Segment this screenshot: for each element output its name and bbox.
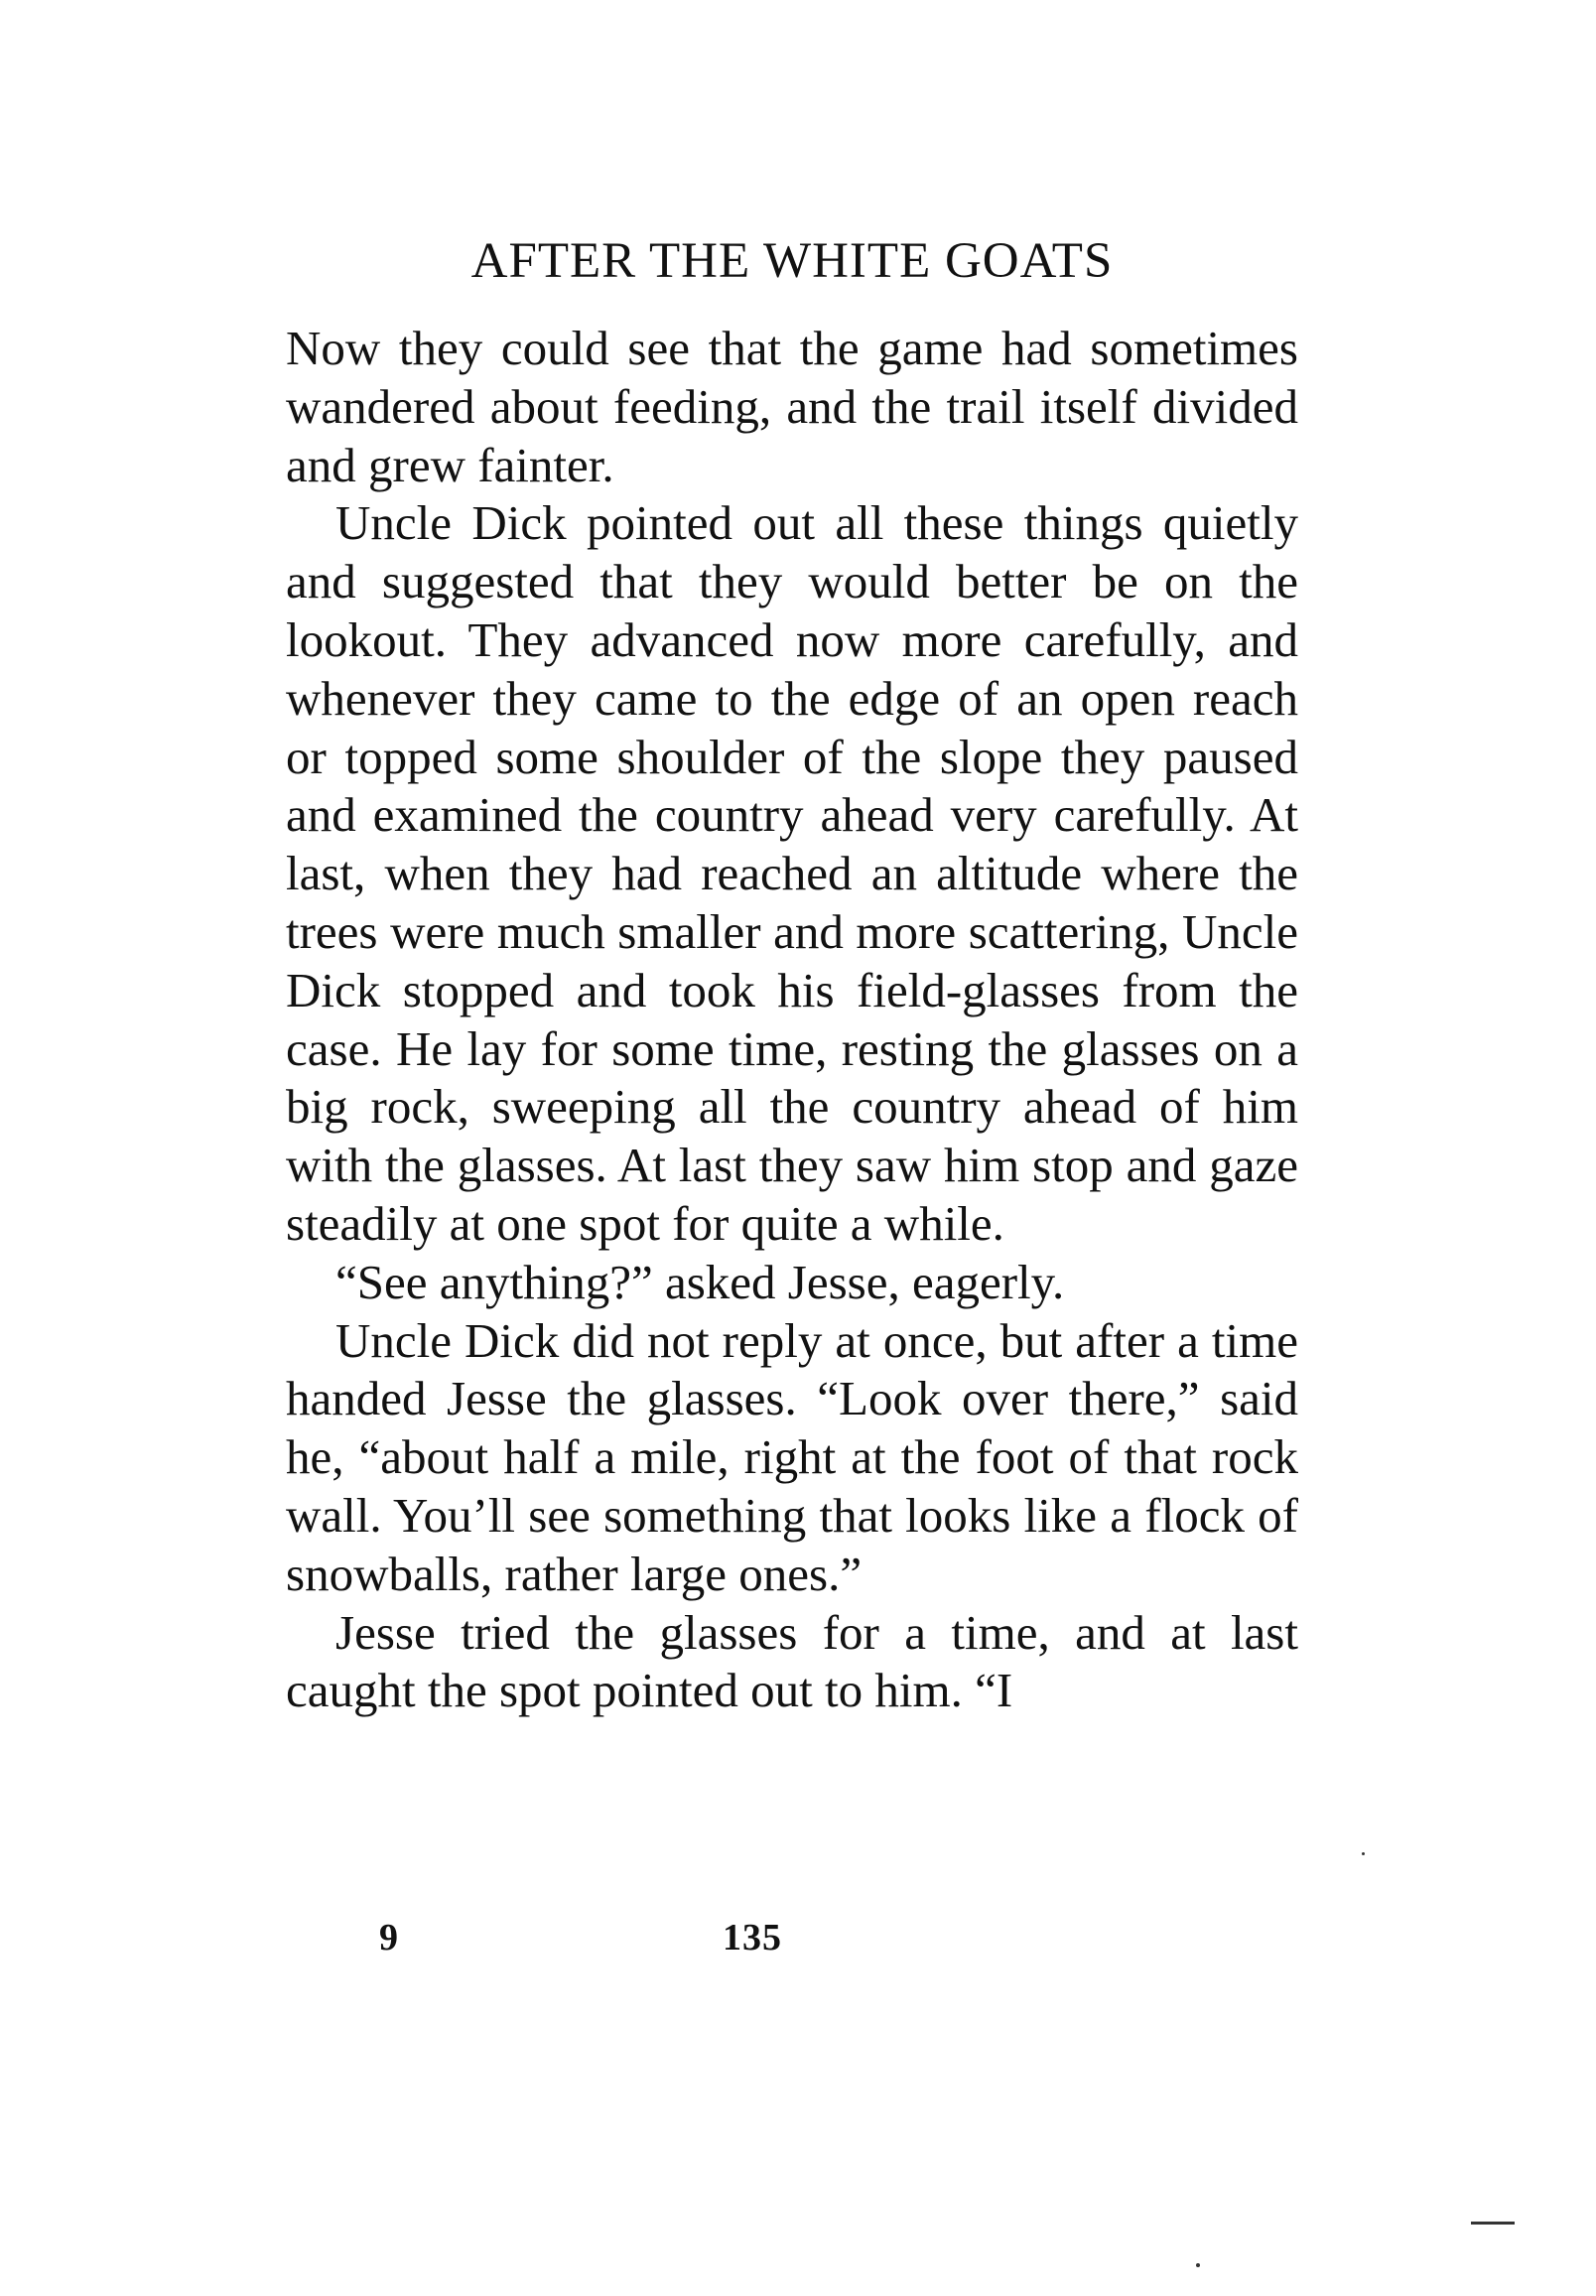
page-header: AFTER THE WHITE GOATS <box>470 233 1114 289</box>
page-number: 135 <box>723 1917 782 1958</box>
paragraph-4: Uncle Dick did not reply at once, but after a time handed Jesse the glasses. “Look over there,” said he, “about half a mile, right at the foot of that rock wall. You’ll see something that looks like a flock of snowballs, rather large ones.” <box>286 1312 1298 1601</box>
scan-artifact-dot <box>1196 2263 1200 2267</box>
signature-mark: 9 <box>379 1917 398 1958</box>
paragraph-3: “See anything?” asked Jesse, eagerly. <box>335 1254 1065 1309</box>
paragraph-5: Jesse tried the glasses for a time, and at last caught the spot pointed out to him. “I <box>286 1604 1298 1718</box>
body-text <box>286 320 1298 1720</box>
scan-artifact-dot <box>1362 1852 1365 1855</box>
paragraph-2: Uncle Dick pointed out all these things quietly and suggested that they would better be on the lookout. They advanced now more carefully, and whenever they came to the edge of an open reach or topped some shoulder of the slope they paused and examined the country ahead very carefully. At last, when they had reached an altitude where the trees were much smaller and more scattering, Uncle Dick stopped and took his field-glasses from the case. He lay for some time, resting the glasses on a big rock, sweeping all the country ahead of him with the glasses. At last they saw him stop and gaze steadily at one spot for quite a while. <box>286 495 1298 1251</box>
paragraph-1: Now they could see that the game had sometimes wandered about feeding, and the trail itself divided and grew fainter. <box>286 321 1298 492</box>
scan-artifact-dash <box>1471 2222 1515 2225</box>
